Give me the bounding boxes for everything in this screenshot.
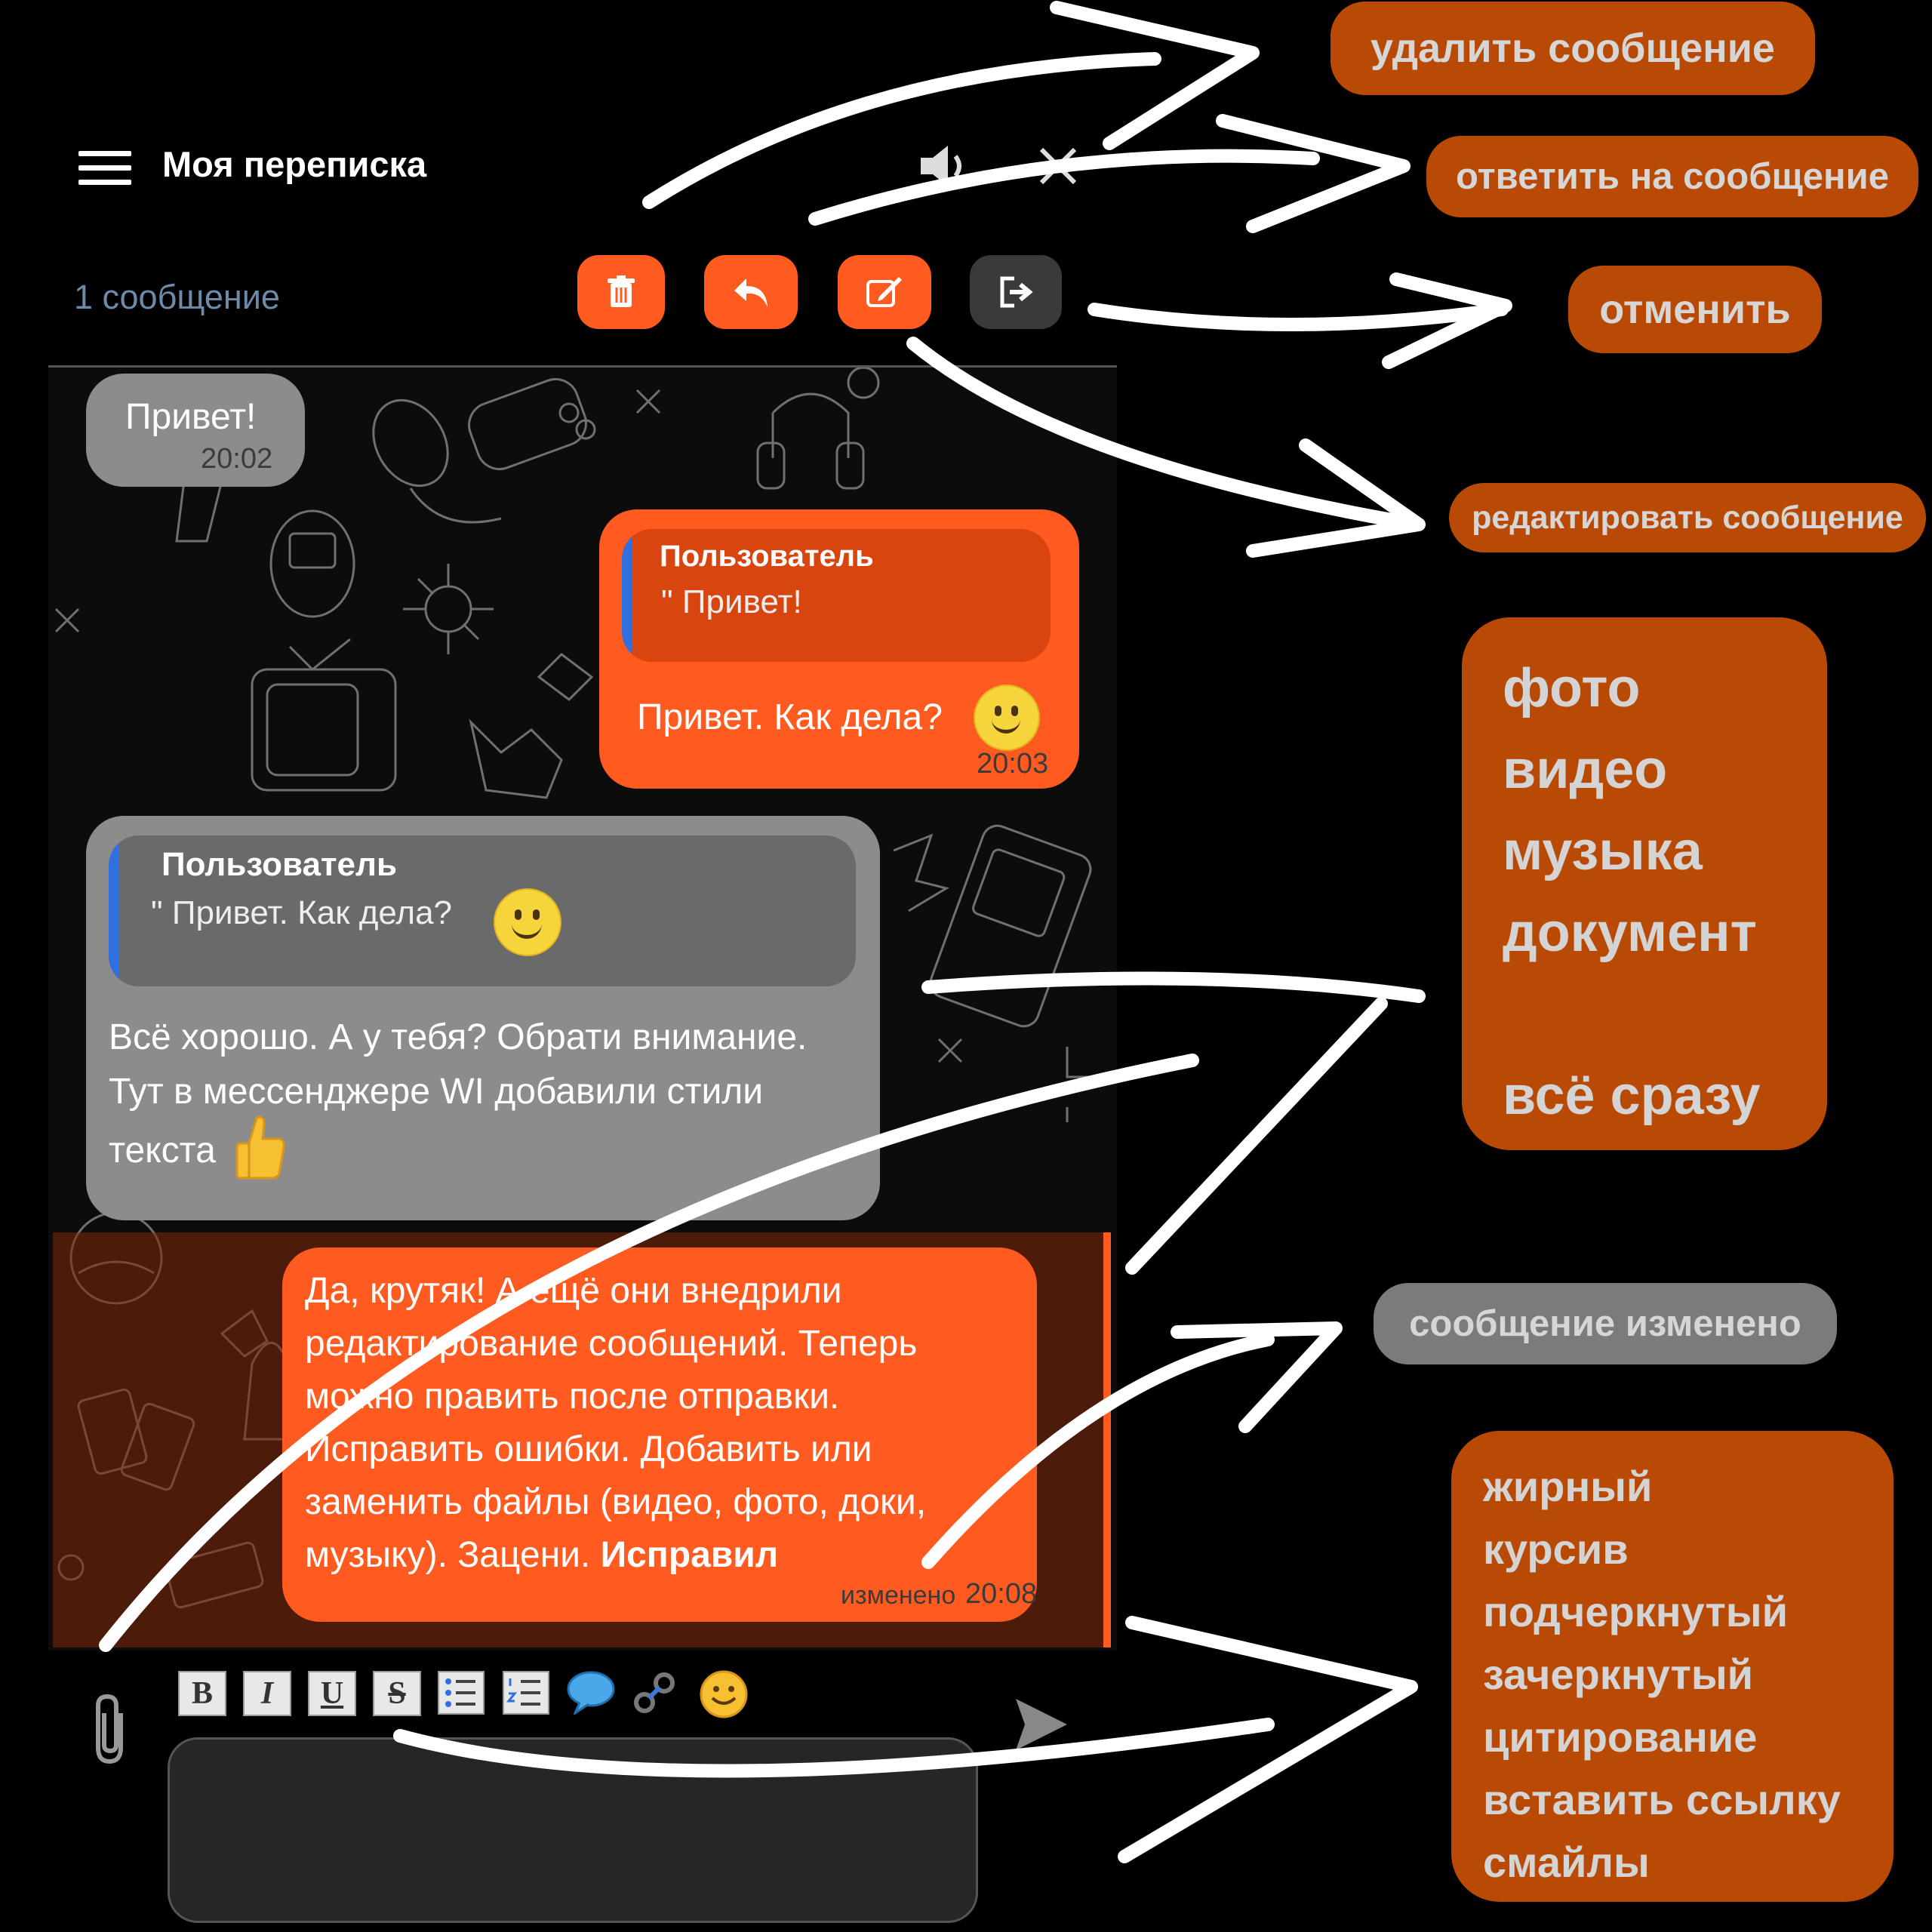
message-bubble-outgoing-selected[interactable] xyxy=(282,1247,1037,1622)
link-icon[interactable] xyxy=(631,1671,678,1715)
quote-author: Пользователь xyxy=(162,846,398,883)
bullet-list-icon[interactable] xyxy=(438,1671,485,1715)
quoted-message[interactable] xyxy=(109,835,856,986)
message-text-line: музыку). Зацени. Исправил xyxy=(305,1535,779,1575)
message-text-line: Тут в мессенджере WI добавили стили xyxy=(109,1072,764,1112)
message-text: Привет. Как дела? xyxy=(637,697,943,737)
annotation-format-link: вставить ссылку xyxy=(1483,1776,1841,1823)
quoted-message[interactable] xyxy=(622,529,1051,662)
quote-text: " Привет. Как дела? xyxy=(151,894,453,931)
annotation-attachments xyxy=(1462,617,1827,1150)
cancel-selection-button[interactable] xyxy=(970,255,1062,329)
edit-message-button[interactable] xyxy=(838,255,931,329)
annotation-format-quote: цитирование xyxy=(1483,1713,1758,1761)
underline-button[interactable]: U xyxy=(308,1671,356,1716)
message-text-line: заменить файлы (видео, фото, доки, xyxy=(305,1482,927,1522)
quote-author: Пользователь xyxy=(660,540,874,573)
quote-bubble-icon[interactable] xyxy=(566,1669,616,1715)
annotation-format-bold: жирный xyxy=(1483,1463,1653,1510)
annotation-attachment-video: видео xyxy=(1503,740,1668,800)
delete-message-button[interactable] xyxy=(577,255,665,329)
annotation-delete: удалить сообщение xyxy=(1331,2,1815,95)
message-text-line: Всё хорошо. А у тебя? Обрати внимание. xyxy=(109,1017,808,1057)
annotation-formatting xyxy=(1451,1431,1894,1902)
strikethrough-button[interactable]: S xyxy=(373,1671,421,1716)
hamburger-icon[interactable] xyxy=(78,151,131,186)
paperclip-icon[interactable] xyxy=(83,1690,136,1766)
close-icon[interactable] xyxy=(1035,143,1081,189)
edited-label: изменено xyxy=(841,1581,956,1610)
reply-message-button[interactable] xyxy=(704,255,798,329)
annotation-attachment-document: документ xyxy=(1503,903,1757,963)
annotation-format-italic: курсив xyxy=(1483,1525,1629,1573)
speaker-mute-icon[interactable] xyxy=(915,140,975,192)
annotation-edit: редактировать сообщение xyxy=(1449,483,1926,552)
annotation-reply: ответить на сообщение xyxy=(1426,136,1918,217)
annotation-cancel: отменить xyxy=(1568,266,1822,353)
message-text-line: Исправить ошибки. Добавить или xyxy=(305,1429,872,1469)
message-input[interactable] xyxy=(168,1737,978,1923)
italic-button[interactable]: I xyxy=(243,1671,291,1716)
quote-bar xyxy=(109,835,119,986)
message-time: 20:08 xyxy=(965,1578,1038,1610)
quote-text: " Привет! xyxy=(661,583,802,620)
send-icon[interactable] xyxy=(1011,1694,1072,1755)
annotation-format-underline: подчеркнутый xyxy=(1483,1588,1789,1635)
message-text-line: Да, крутяк! А ещё они внедрили xyxy=(305,1271,842,1311)
message-time: 20:02 xyxy=(201,443,273,475)
quote-bar xyxy=(622,529,632,662)
reply-arrow-icon xyxy=(731,275,771,309)
smile-emoji xyxy=(494,888,561,956)
chat-messages-area[interactable] xyxy=(48,365,1117,1651)
annotation-format-emoji: смайлы xyxy=(1483,1838,1650,1886)
numbered-list-icon[interactable] xyxy=(503,1671,549,1715)
message-text-line: можно править после отправки. xyxy=(305,1377,840,1417)
selected-count: 1 сообщение xyxy=(74,278,280,316)
annotation-attachment-all: всё сразу xyxy=(1503,1066,1761,1126)
smile-emoji xyxy=(974,685,1040,751)
edit-icon xyxy=(866,275,903,309)
message-text-line: текста xyxy=(109,1131,216,1171)
exit-icon xyxy=(998,275,1034,309)
annotation-format-strike: зачеркнутый xyxy=(1483,1651,1754,1698)
bold-text: Исправил xyxy=(600,1535,779,1575)
trash-icon xyxy=(606,275,636,309)
message-bubble-outgoing[interactable] xyxy=(599,509,1079,789)
chat-title: Моя переписка xyxy=(162,144,427,184)
message-bubble-incoming[interactable] xyxy=(86,374,305,487)
message-text-line: редактирование сообщений. Теперь xyxy=(305,1324,918,1364)
annotation-attachment-photo: фото xyxy=(1503,658,1641,718)
annotation-edited: сообщение изменено xyxy=(1374,1283,1837,1364)
bold-button[interactable]: B xyxy=(178,1671,226,1716)
thumbs-up-emoji xyxy=(234,1113,287,1181)
message-bubble-incoming[interactable] xyxy=(86,816,880,1220)
annotation-attachment-music: музыка xyxy=(1503,821,1703,881)
message-text: Привет! xyxy=(125,397,257,437)
emoji-icon[interactable] xyxy=(699,1669,749,1719)
message-time: 20:03 xyxy=(977,748,1049,780)
